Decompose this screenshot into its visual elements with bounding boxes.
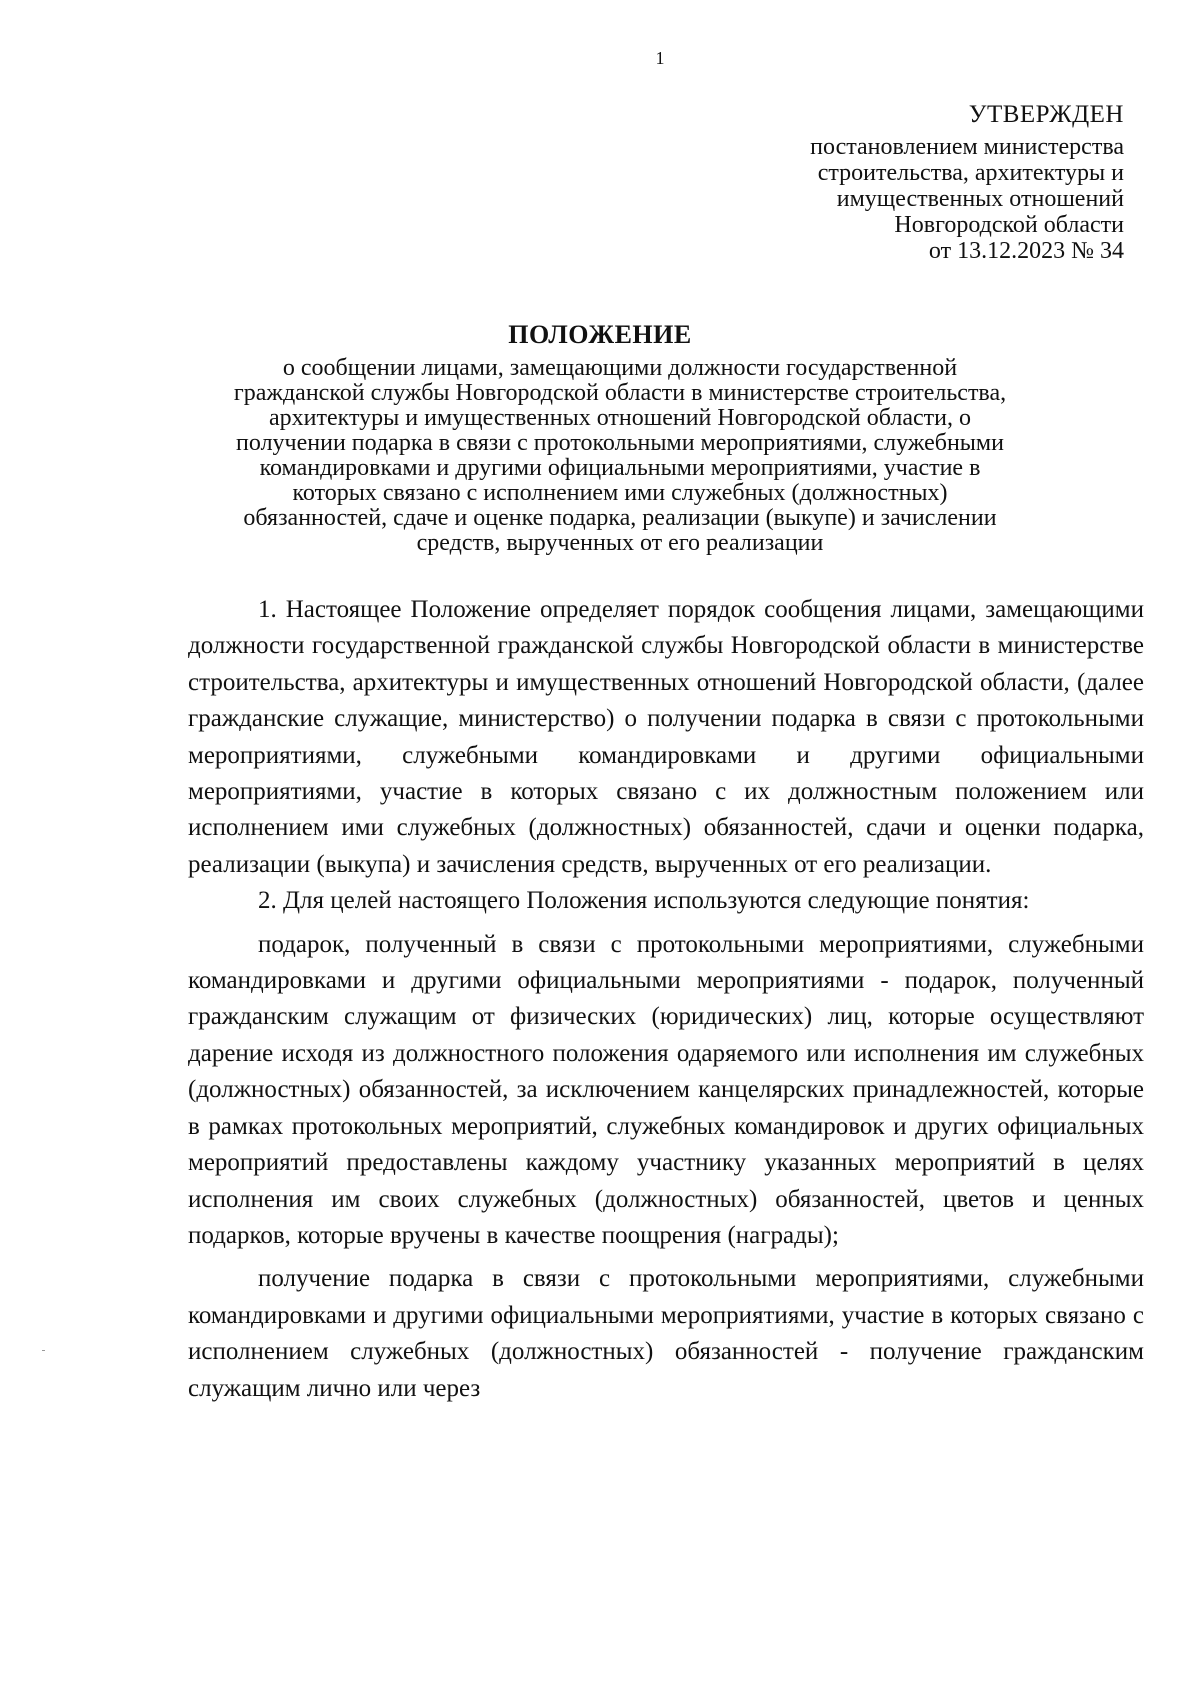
approval-line: Новгородской области xyxy=(894,212,1124,238)
scan-margin-mark xyxy=(42,1350,45,1351)
paragraph-1: 1. Настоящее Положение определяет порядок сообщения лицами, замещающими должности государственной гражданской службы Новгородской области в министерстве строительства, архитектуры и имущественных отношений Новгородской области, (далее гражданские служащие, министерство) о получении подарка в связи с протокольными мероприятиями, служебными командировками и другими официальными мероприятиями, участие в которых связано с их должностным положением или исполнением ими служебных (должностных) обязанностей, сдачи и оценки подарка, реализации (выкупа) и зачисления средств, вырученных от его реализации. xyxy=(188,596,1144,878)
page-number: 1 xyxy=(655,48,665,68)
approval-heading: УТВЕРЖДЕН xyxy=(968,101,1124,128)
document-body xyxy=(188,592,1144,1407)
approval-line: имущественных отношений xyxy=(836,186,1124,212)
subtitle-line: которых связано с исполнением ими служебных (должностных) xyxy=(292,480,948,506)
approval-line: постановлением министерства xyxy=(810,134,1124,160)
subtitle-line: средств, вырученных от его реализации xyxy=(416,530,824,556)
subtitle-line: командировками и другими официальными мероприятиями, участие в xyxy=(259,455,981,481)
document-subtitle xyxy=(190,356,1050,556)
subtitle-line: архитектуры и имущественных отношений Новгородской области, о xyxy=(269,405,971,431)
subtitle-line: получении подарка в связи с протокольными мероприятиями, служебными xyxy=(236,430,1004,456)
subtitle-line: о сообщении лицами, замещающими должности государственной xyxy=(282,355,958,381)
paragraph-2: 2. Для целей настоящего Положения используются следующие понятия: xyxy=(258,887,1030,915)
document-title: ПОЛОЖЕНИЕ xyxy=(508,320,692,349)
approval-date-number: от 13.12.2023 № 34 xyxy=(928,238,1124,264)
subtitle-line: гражданской службы Новгородской области в министерстве строительства, xyxy=(233,380,1007,406)
subtitle-line: обязанностей, сдаче и оценке подарка, реализации (выкупе) и зачислении xyxy=(243,505,997,531)
definition-gift: подарок, полученный в связи с протокольными мероприятиями, служебными командировками и другими официальными мероприятиями - подарок, полученный гражданским служащим от физических (юридических) лиц, которые осуществляют дарение исходя из должностного положения одаряемого или исполнения им служебных (должностных) обязанностей, за исключением канцелярских принадлежностей, которые в рамках протокольных мероприятий, служебных командировок и других официальных мероприятий предоставлены каждому участнику указанных мероприятий в целях исполнения им своих служебных (должностных) обязанностей, цветов и ценных подарков, которые вручены в качестве поощрения (награды); xyxy=(188,930,1144,1249)
definition-receiving-gift: получение подарка в связи с протокольными мероприятиями, служебными командировками и другими официальными мероприятиями, участие в которых связано с исполнением служебных (должностных) обязанностей - получение гражданским служащим лично или через xyxy=(188,1265,1144,1402)
approval-line: строительства, архитектуры и xyxy=(817,160,1124,186)
approval-stamp-block xyxy=(664,100,1124,264)
